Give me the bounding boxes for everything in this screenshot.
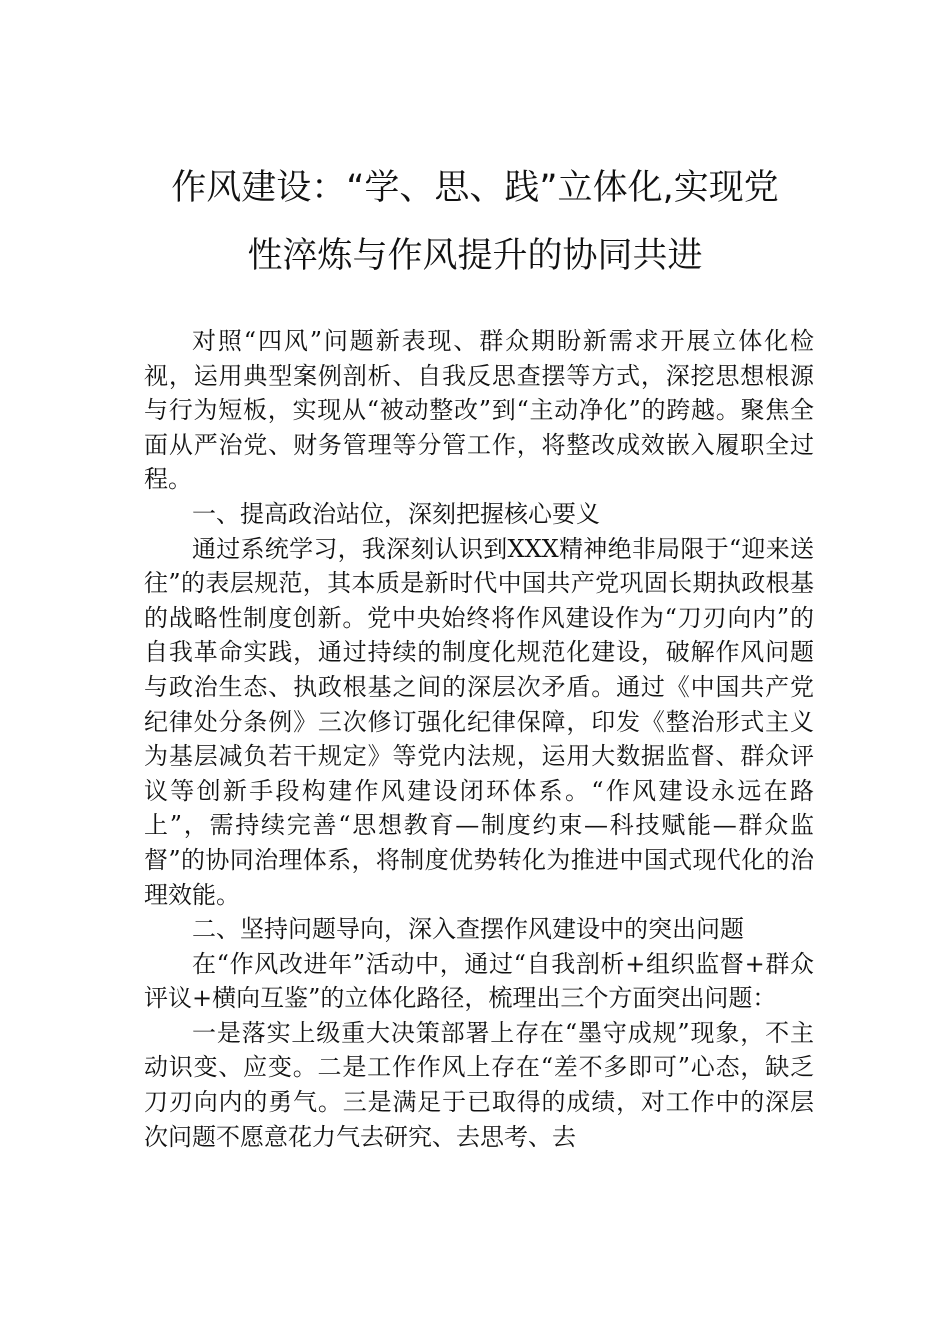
section-heading-1: 一、提高政治站位，深刻把握核心要义 [192,499,600,528]
section-1-paragraph: 通过系统学习，我深刻认识到XXX精神绝非局限于“迎来送往”的表层规范，其本质是新时代中国共产党巩固长期执政根基的战略性制度创新。党中央始终将作风建设作为“刀刃向内”的自我革命实践，通过持续的制度化规范化建设，破解作风问题与政治生态、执政根基之间的深层次矛盾。通过《中国共产党纪律处分条例》三次修订强化纪律保障，印发《整治形式主义为基层减负若干规定》等党内法规，运用大数据监督、群众评议等创新手段构建作风建设闭环体系。“作风建设永远在路上”，需持续完善“思想教育—制度约束—科技赋能—群众监督”的协同治理体系，将制度优势转化为推进中国式现代化的治理效能。 [144,534,814,909]
document-title-line-1: 作风建设：“学、思、践”立体化,实现党 [171,168,779,208]
section-2-paragraph: 在“作风改进年”活动中，通过“自我剖析+组织监督+群众评议+横向互鉴”的立体化路径，梳理出三个方面突出问题： [144,949,814,1013]
document-title-line-2: 性淬炼与作风提升的协同共进 [247,236,703,276]
problems-paragraph: 一是落实上级重大决策部署上存在“墨守成规”现象，不主动识变、应变。二是工作作风上存在“差不多即可”心态，缺乏刀刃向内的勇气。三是满足于已取得的成绩，对工作中的深层次问题不愿意花力气去研究、去思考、去 [144,1018,814,1151]
intro-paragraph: 对照“四风”问题新表现、群众期盼新需求开展立体化检视，运用典型案例剖析、自我反思查摆等方式，深挖思想根源与行为短板，实现从“被动整改”到“主动净化”的跨越。聚焦全面从严治党、财务管理等分管工作，将整改成效嵌入履职全过程。 [144,327,814,494]
section-heading-2: 二、坚持问题导向，深入查摆作风建设中的突出问题 [192,915,744,944]
document-body [144,324,814,1154]
